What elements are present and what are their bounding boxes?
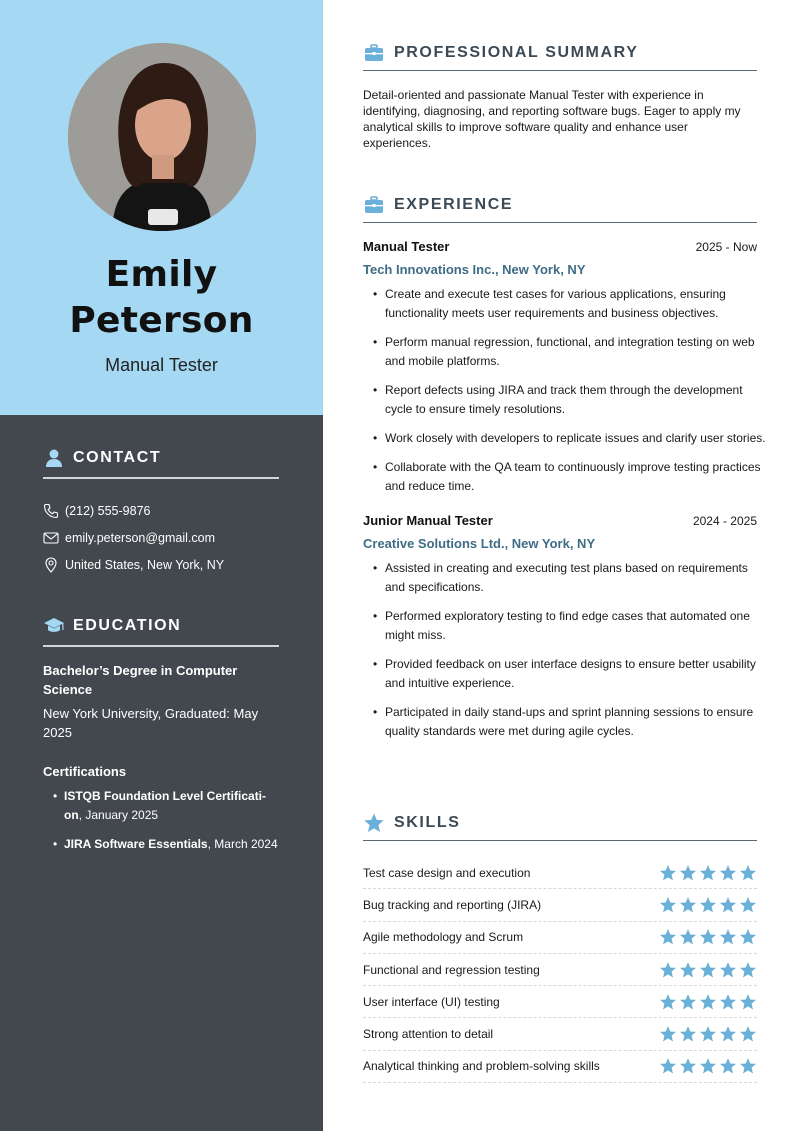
- certifications-title: Certifications: [43, 764, 127, 779]
- summary-heading: [363, 42, 757, 71]
- summary-text: Detail-oriented and passionate Manual Tester with experience in identifying, diagnosing, and reporting software bugs. Eager to apply my analytical skills to improve software quality and enhance user experiences.: [363, 88, 741, 150]
- job-title: Manual Tester: [363, 239, 450, 254]
- skill-rating: [659, 928, 757, 946]
- last-name: Peterson: [69, 300, 254, 341]
- skill-row: [363, 922, 757, 954]
- job-bullet: • Participated in daily stand-ups and sprint planning sessions to ensure quality standards were met during agile cycles.: [373, 703, 769, 741]
- location-pin-icon: [43, 557, 59, 573]
- skill-row: [363, 986, 757, 1018]
- job-entry: [363, 513, 757, 741]
- profile-photo-illustration: [68, 43, 256, 231]
- contact-list: [43, 497, 279, 578]
- skill-name: Strong attention to detail: [363, 1027, 494, 1042]
- skill-row: [363, 1051, 757, 1083]
- rating-star-icon: [739, 1025, 757, 1043]
- rating-star-icon: [659, 1025, 677, 1043]
- skills-section: [363, 812, 757, 1083]
- rating-star-icon: [739, 896, 757, 914]
- full-name: [0, 252, 323, 344]
- job-bullet: • Collaborate with the QA team to continuously improve testing practices and reduce time.: [373, 458, 769, 496]
- rating-star-icon: [679, 1057, 697, 1075]
- first-name: Emily: [105, 254, 218, 295]
- star-icon: [363, 812, 385, 834]
- person-icon: [43, 447, 65, 469]
- job-bullet: • Perform manual regression, functional, and integration testing on web and mobile platforms.: [373, 333, 769, 371]
- job-bullets: [363, 285, 766, 496]
- skill-row: [363, 1018, 757, 1050]
- skill-name: Test case design and execution: [363, 865, 531, 880]
- job-company: Tech Innovations Inc., New York, NY: [363, 262, 586, 277]
- education-heading: [43, 613, 279, 647]
- graduation-cap-icon: [43, 615, 65, 637]
- contact-phone-text: (212) 555-9876: [65, 503, 151, 518]
- skill-row: [363, 954, 757, 986]
- rating-star-icon: [659, 961, 677, 979]
- phone-icon: [43, 503, 59, 519]
- rating-star-icon: [679, 896, 697, 914]
- rating-star-icon: [659, 1057, 677, 1075]
- certification-item: [53, 835, 279, 854]
- skill-name: Agile methodology and Scrum: [363, 930, 524, 945]
- job-role: Manual Tester: [105, 355, 218, 375]
- rating-star-icon: [739, 864, 757, 882]
- job-bullet: • Create and execute test cases for various applications, ensuring functionality meets user requirements and business objectives.: [373, 285, 769, 323]
- skill-name: Analytical thinking and problem-solving skills: [363, 1059, 600, 1074]
- rating-star-icon: [659, 928, 677, 946]
- job-date: 2025 - Now: [695, 240, 757, 254]
- rating-star-icon: [719, 896, 737, 914]
- certification-name: JIRA Software Essentials: [64, 837, 208, 851]
- rating-star-icon: [659, 896, 677, 914]
- skill-row: [363, 857, 757, 889]
- rating-star-icon: [699, 1057, 717, 1075]
- rating-star-icon: [699, 961, 717, 979]
- contact-email-text: emily.peterson@gmail.com: [65, 530, 216, 545]
- rating-star-icon: [699, 864, 717, 882]
- profile-photo: [68, 43, 256, 231]
- contact-phone[interactable]: [43, 497, 279, 524]
- skill-name: Bug tracking and reporting (JIRA): [363, 897, 542, 912]
- job-bullet: • Provided feedback on user interface designs to ensure better usability and intuitive experience.: [373, 655, 769, 693]
- certification-item: [53, 787, 279, 825]
- rating-star-icon: [719, 1025, 737, 1043]
- contact-title: CONTACT: [73, 449, 162, 466]
- skill-name: Functional and regression testing: [363, 962, 540, 977]
- experience-title: EXPERIENCE: [394, 196, 514, 213]
- rating-star-icon: [699, 896, 717, 914]
- education-section: [43, 613, 279, 864]
- experience-section: [363, 194, 766, 751]
- contact-location-text: United States, New York, NY: [65, 557, 225, 572]
- briefcase-icon: [363, 194, 385, 216]
- job-title: Junior Manual Tester: [363, 513, 493, 528]
- profile-header: [0, 0, 323, 415]
- rating-star-icon: [679, 928, 697, 946]
- rating-star-icon: [679, 961, 697, 979]
- contact-heading: [43, 445, 279, 479]
- rating-star-icon: [719, 993, 737, 1011]
- skills-list: [363, 857, 757, 1083]
- skill-rating: [659, 1057, 757, 1075]
- rating-star-icon: [719, 864, 737, 882]
- skill-rating: [659, 993, 757, 1011]
- experience-heading: [363, 194, 757, 223]
- education-title: EDUCATION: [73, 617, 182, 634]
- rating-star-icon: [719, 961, 737, 979]
- job-date: 2024 - 2025: [692, 514, 757, 528]
- rating-star-icon: [739, 928, 757, 946]
- education-school: New York University, Graduated: May 2025: [43, 706, 259, 740]
- skills-heading: [363, 812, 757, 841]
- skill-row: [363, 889, 757, 921]
- contact-email[interactable]: [43, 524, 279, 551]
- contact-section: [43, 445, 279, 578]
- job-bullet: • Performed exploratory testing to find edge cases that automated one might miss.: [373, 607, 769, 645]
- certification-name: ISTQB Foundation Level Certificati-on: [64, 789, 267, 822]
- rating-star-icon: [739, 993, 757, 1011]
- skill-rating: [659, 961, 757, 979]
- skill-name: User interface (UI) testing: [363, 994, 500, 1009]
- rating-star-icon: [699, 928, 717, 946]
- rating-star-icon: [739, 1057, 757, 1075]
- summary-title: PROFESSIONAL SUMMARY: [394, 44, 639, 61]
- rating-star-icon: [699, 993, 717, 1011]
- job-bullet: • Report defects using JIRA and track them through the development cycle to ensure timely resolutions.: [373, 381, 769, 419]
- rating-star-icon: [679, 864, 697, 882]
- job-entry: [363, 239, 766, 496]
- email-icon: [43, 530, 59, 546]
- contact-location: [43, 551, 279, 578]
- rating-star-icon: [719, 1057, 737, 1075]
- rating-star-icon: [659, 864, 677, 882]
- certifications-list: [43, 787, 279, 854]
- education-degree: Bachelor’s Degree in Computer Science: [43, 663, 238, 697]
- job-company: Creative Solutions Ltd., New York, NY: [363, 536, 596, 551]
- skills-title: SKILLS: [394, 814, 461, 831]
- skill-rating: [659, 896, 757, 914]
- job-bullet: • Work closely with developers to replicate issues and clarify user stories.: [373, 429, 769, 448]
- briefcase-icon: [363, 42, 385, 64]
- skill-rating: [659, 1025, 757, 1043]
- certification-date: , March 2024: [207, 837, 278, 851]
- certification-date: , January 2025: [78, 808, 159, 822]
- rating-star-icon: [679, 993, 697, 1011]
- rating-star-icon: [679, 1025, 697, 1043]
- job-bullets: [363, 559, 757, 741]
- rating-star-icon: [719, 928, 737, 946]
- skill-rating: [659, 864, 757, 882]
- summary-section: [363, 42, 757, 151]
- rating-star-icon: [739, 961, 757, 979]
- rating-star-icon: [659, 993, 677, 1011]
- rating-star-icon: [699, 1025, 717, 1043]
- job-bullet: • Assisted in creating and executing test plans based on requirements and specifications.: [373, 559, 769, 597]
